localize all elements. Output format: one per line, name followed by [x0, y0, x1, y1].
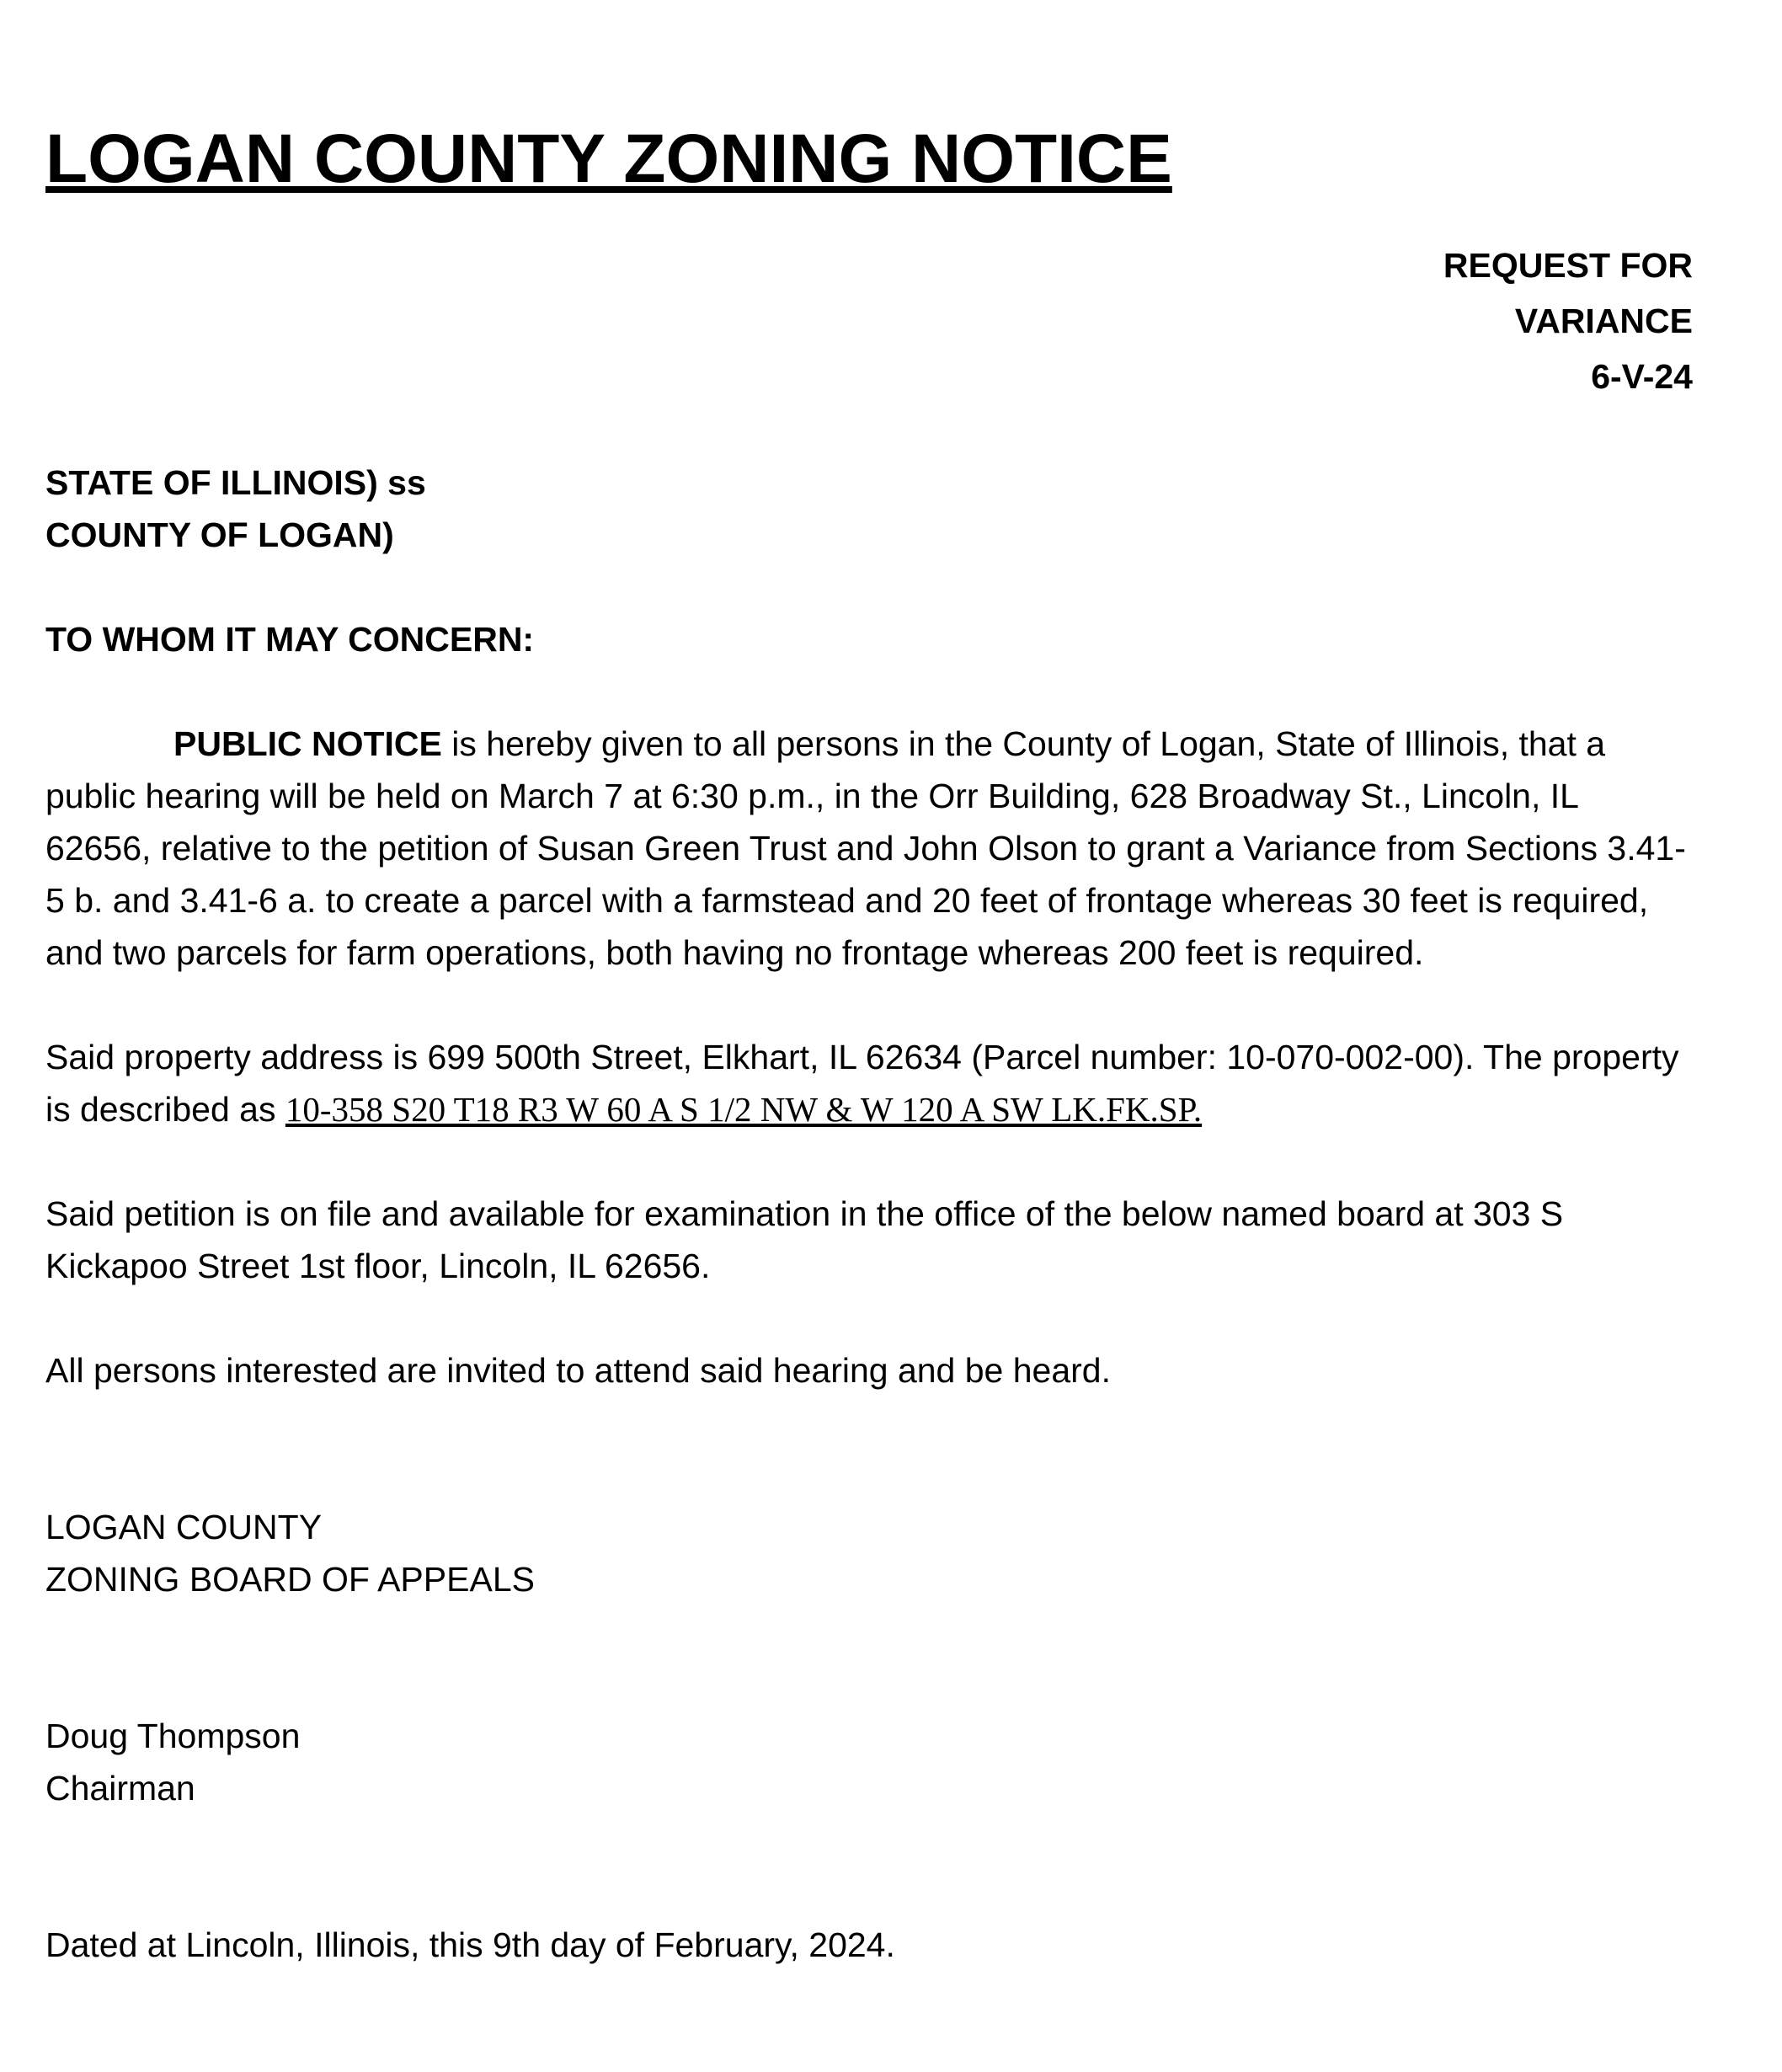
signatory-name: Doug Thompson: [45, 1717, 301, 1755]
case-number: 6-V-24: [1591, 357, 1693, 396]
caption-block: [45, 457, 1693, 561]
invitation-text: All persons interested are invited to attend said hearing and be heard.: [45, 1351, 1111, 1390]
dated-line: Dated at Lincoln, Illinois, this 9th day of February, 2024.: [45, 1925, 895, 1964]
board-line-2: ZONING BOARD OF APPEALS: [45, 1560, 535, 1599]
county-line: COUNTY OF LOGAN): [45, 515, 394, 554]
board-block: [45, 1501, 1693, 1605]
property-paragraph: [45, 1031, 1693, 1135]
request-block: [45, 238, 1693, 404]
petition-paragraph-text: Said petition is on file and available for examination in the office of the below named board at 303 S Kickapoo Street 1st floor, Lincoln, IL 62656.: [45, 1194, 1564, 1285]
petition-paragraph: [45, 1188, 1693, 1292]
signatory-title: Chairman: [45, 1769, 195, 1808]
public-notice-lead: PUBLIC NOTICE: [173, 724, 442, 763]
document-title: LOGAN COUNTY ZONING NOTICE: [45, 120, 1172, 197]
request-line-2: VARIANCE: [1514, 302, 1693, 340]
board-line-1: LOGAN COUNTY: [45, 1508, 323, 1546]
public-notice-body: is hereby given to all persons in the County of Logan, State of Illinois, that a public hearing will be held on March 7 at 6:30 p.m., in the Orr Building, 628 Broadway St., Lincoln, IL 62656, relative to the petition of Susan Green Trust and John Olson to grant a Variance from Sections 3.41-5 b. and 3.41-6 a. to create a parcel with a farmstead and 20 feet of frontage whereas 30 feet is required, and two parcels for farm operations, both having no frontage whereas 200 feet is required.: [45, 724, 1686, 972]
state-line: STATE OF ILLINOIS) ss: [45, 463, 426, 502]
request-line-1: REQUEST FOR: [1443, 246, 1693, 285]
property-paragraph-text: Said property address is 699 500th Street, Elkhart, IL 62634 (Parcel number: 10-070-002-00). The property is described as: [45, 1038, 1679, 1129]
public-notice-paragraph: [45, 718, 1693, 979]
legal-description: 10-358 S20 T18 R3 W 60 A S 1/2 NW & W 120 A SW LK.FK.SP.: [285, 1090, 1203, 1129]
invitation-line: [45, 1344, 1693, 1396]
signature-block: [45, 1710, 1693, 1814]
salutation-line: TO WHOM IT MAY CONCERN:: [45, 620, 535, 659]
